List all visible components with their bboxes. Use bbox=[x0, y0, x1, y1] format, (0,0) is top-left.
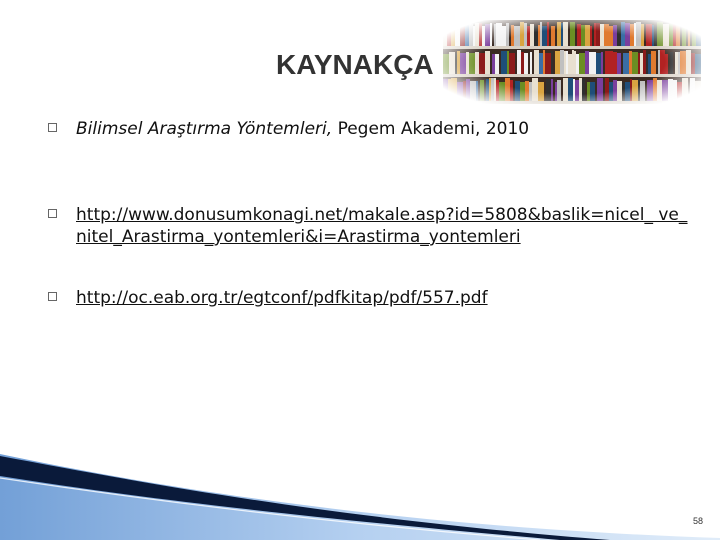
book-spine bbox=[594, 52, 596, 74]
book-spine bbox=[682, 23, 686, 46]
book-spine bbox=[466, 52, 469, 74]
reference-link[interactable]: http://oc.eab.org.tr/egtconf/pdfkitap/pdf/557.pdf bbox=[76, 288, 488, 308]
book-spine bbox=[485, 51, 490, 74]
book-spine bbox=[496, 80, 499, 101]
book-spine bbox=[579, 53, 585, 74]
book-spine bbox=[515, 81, 520, 101]
book-spine bbox=[638, 79, 640, 101]
book-spine bbox=[575, 80, 579, 101]
book-spine bbox=[609, 82, 613, 101]
book-spine bbox=[457, 82, 463, 101]
hollow-square-bullet-icon bbox=[48, 123, 57, 132]
book-spine bbox=[475, 52, 479, 74]
book-spine bbox=[568, 54, 572, 74]
book-spine bbox=[473, 26, 475, 46]
book-spine bbox=[613, 80, 617, 101]
book-spine bbox=[520, 82, 525, 101]
book-spine bbox=[643, 50, 646, 74]
decorative-wave-stripe bbox=[0, 420, 720, 540]
book-spine bbox=[590, 82, 595, 101]
book-spine bbox=[546, 79, 551, 101]
book-spine bbox=[576, 54, 579, 74]
book-spine bbox=[485, 24, 490, 46]
book-spine bbox=[695, 81, 701, 101]
book-spine bbox=[521, 52, 524, 74]
book-spine bbox=[673, 22, 676, 46]
book-spine bbox=[539, 53, 543, 74]
book-spine bbox=[555, 82, 557, 101]
book-spine bbox=[596, 23, 600, 46]
book-spine bbox=[646, 54, 648, 74]
book-spine bbox=[632, 80, 638, 101]
book-spine bbox=[675, 52, 678, 74]
book-spine bbox=[460, 53, 466, 74]
book-spine bbox=[570, 22, 575, 46]
book-spine bbox=[480, 80, 484, 101]
book-spine bbox=[601, 52, 603, 74]
book-spine bbox=[538, 25, 540, 46]
book-spine bbox=[465, 22, 467, 46]
book-spine bbox=[625, 23, 630, 46]
book-spine bbox=[443, 24, 447, 46]
book-spine bbox=[551, 51, 553, 74]
book-spine bbox=[455, 22, 460, 46]
book-spine bbox=[605, 51, 608, 74]
book-spine bbox=[660, 50, 665, 74]
book-spine bbox=[529, 82, 532, 101]
book-spine bbox=[467, 24, 469, 46]
book-spine bbox=[564, 51, 566, 74]
book-spine bbox=[572, 50, 574, 74]
book-spine bbox=[638, 53, 640, 74]
reference-link[interactable]: http://www.donusumkonagi.net/makale.asp?id=5808&baslik=nicel_ ve_nitel_Arastirma_yontemleri&i=Arastirma_yontemleri bbox=[76, 205, 688, 247]
book-spine bbox=[494, 78, 496, 101]
hollow-square-bullet-icon bbox=[48, 209, 57, 218]
book-spine bbox=[640, 53, 643, 74]
book-spine bbox=[448, 79, 451, 101]
book-spine bbox=[590, 26, 592, 46]
book-spine bbox=[501, 51, 507, 74]
book-spine bbox=[678, 52, 680, 74]
book-spine bbox=[658, 50, 660, 74]
book-spine bbox=[662, 80, 668, 101]
book-spine bbox=[507, 51, 509, 74]
book-spine bbox=[663, 24, 669, 46]
book-spine bbox=[511, 25, 514, 46]
book-spine bbox=[577, 24, 581, 46]
book-spine bbox=[530, 24, 534, 46]
book-spine bbox=[651, 51, 656, 74]
bookshelf-image bbox=[443, 20, 701, 104]
book-spine bbox=[525, 81, 529, 101]
book-spine bbox=[589, 52, 594, 74]
book-spine bbox=[510, 80, 513, 101]
book-spine bbox=[566, 51, 568, 74]
book-spine bbox=[629, 51, 632, 74]
book-spine bbox=[597, 78, 603, 101]
book-spine bbox=[447, 24, 451, 46]
book-spine bbox=[475, 23, 479, 46]
book-spine bbox=[534, 26, 538, 46]
book-spine bbox=[538, 82, 544, 101]
book-spine bbox=[621, 22, 625, 46]
book-spine bbox=[470, 81, 476, 101]
book-spine bbox=[509, 53, 515, 74]
book-spine bbox=[557, 22, 561, 46]
book-spine bbox=[648, 54, 651, 74]
book-spine bbox=[670, 52, 673, 74]
book-spine bbox=[486, 79, 489, 101]
book-spine bbox=[540, 22, 542, 46]
book-spine bbox=[492, 54, 495, 74]
book-spine bbox=[506, 23, 509, 46]
book-spine bbox=[524, 53, 528, 74]
book-spine bbox=[563, 78, 568, 101]
book-spine bbox=[502, 26, 506, 46]
book-spine bbox=[605, 78, 609, 101]
book-spine bbox=[625, 82, 630, 101]
book-spine bbox=[608, 51, 613, 74]
book-spine bbox=[469, 24, 473, 46]
book-spine bbox=[622, 82, 625, 101]
book-spine bbox=[632, 52, 638, 74]
book-spine bbox=[665, 54, 668, 74]
book-spine bbox=[560, 50, 564, 74]
book-spine bbox=[677, 82, 682, 101]
book-spine bbox=[623, 53, 629, 74]
book-spine bbox=[568, 78, 573, 101]
book-spine bbox=[476, 81, 478, 101]
book-spine bbox=[557, 80, 561, 101]
book-spine bbox=[443, 79, 448, 101]
book-spine bbox=[617, 26, 621, 46]
book-spine bbox=[479, 23, 482, 46]
book-spine bbox=[482, 26, 485, 46]
book-spine bbox=[668, 79, 673, 101]
book-spine bbox=[673, 80, 677, 101]
book-spine bbox=[676, 24, 680, 46]
book-spine bbox=[613, 25, 617, 46]
book-spine bbox=[514, 26, 520, 46]
book-spine bbox=[596, 53, 601, 74]
book-spine bbox=[517, 50, 521, 74]
book-spine bbox=[641, 24, 644, 46]
book-spine bbox=[680, 51, 686, 74]
book-title: Bilimsel Araştırma Yöntemleri, bbox=[76, 119, 333, 139]
book-spine bbox=[545, 53, 551, 74]
book-spine bbox=[551, 79, 553, 101]
book-spine bbox=[696, 24, 701, 46]
book-spine bbox=[547, 22, 549, 46]
book-spine bbox=[534, 50, 539, 74]
book-spine bbox=[630, 79, 632, 101]
book-spine bbox=[579, 78, 582, 101]
book-spine bbox=[479, 53, 485, 74]
book-spine bbox=[630, 24, 634, 46]
book-spine bbox=[640, 81, 645, 101]
book-spine bbox=[490, 23, 492, 46]
book-spine bbox=[585, 25, 590, 46]
book-spine bbox=[604, 24, 609, 46]
reference-text bbox=[76, 287, 688, 309]
book-spine bbox=[653, 78, 657, 101]
book-spine bbox=[563, 22, 568, 46]
book-spine bbox=[496, 23, 502, 46]
book-spine bbox=[495, 54, 499, 74]
book-spine bbox=[451, 78, 457, 101]
book-spine bbox=[634, 23, 636, 46]
reference-text bbox=[76, 118, 688, 140]
book-spine bbox=[543, 50, 545, 74]
book-spine bbox=[532, 78, 538, 101]
reference-text bbox=[76, 204, 688, 248]
book-spine bbox=[455, 53, 457, 74]
book-spine bbox=[636, 22, 641, 46]
book-spine bbox=[505, 78, 510, 101]
book-spine bbox=[688, 25, 690, 46]
hollow-square-bullet-icon bbox=[48, 292, 57, 301]
book-spine bbox=[581, 25, 585, 46]
book-spine bbox=[491, 78, 494, 101]
book-spine bbox=[669, 23, 673, 46]
book-spine bbox=[542, 26, 547, 46]
book-spine bbox=[587, 82, 590, 101]
book-spine bbox=[457, 51, 460, 74]
book-spine bbox=[460, 22, 465, 46]
book-spine bbox=[600, 24, 604, 46]
book-spine bbox=[613, 52, 617, 74]
book-spine bbox=[451, 24, 455, 46]
book-spine bbox=[657, 80, 662, 101]
book-spine bbox=[654, 26, 657, 46]
book-spine bbox=[657, 22, 663, 46]
book-spine bbox=[494, 24, 496, 46]
book-spine bbox=[652, 25, 654, 46]
book-spine bbox=[585, 51, 589, 74]
book-spine bbox=[692, 23, 696, 46]
book-spine bbox=[574, 51, 576, 74]
book-spine bbox=[609, 26, 613, 46]
book-spine bbox=[686, 50, 691, 74]
book-spine bbox=[524, 23, 527, 46]
book-spine bbox=[647, 80, 653, 101]
book-spine bbox=[449, 52, 455, 74]
page-number: 58 bbox=[692, 516, 703, 526]
book-spine bbox=[617, 81, 622, 101]
book-spine bbox=[466, 79, 470, 101]
book-spine bbox=[594, 23, 596, 46]
book-spine bbox=[463, 81, 466, 101]
book-spine bbox=[617, 53, 621, 74]
book-spine bbox=[555, 51, 560, 74]
book-spine bbox=[520, 22, 524, 46]
book-spine bbox=[682, 78, 688, 101]
book-spine bbox=[469, 53, 475, 74]
book-spine bbox=[690, 78, 695, 101]
book-spine bbox=[551, 26, 555, 46]
book-spine bbox=[499, 82, 505, 101]
slide-title: KAYNAKÇA bbox=[276, 49, 434, 80]
book-spine bbox=[573, 79, 575, 101]
book-spine bbox=[527, 26, 530, 46]
book-spine bbox=[691, 53, 695, 74]
book-spine bbox=[582, 79, 585, 101]
book-spine bbox=[530, 52, 532, 74]
book-spine bbox=[646, 24, 652, 46]
book-spine bbox=[443, 54, 449, 74]
publisher-info: Pegem Akademi, 2010 bbox=[332, 119, 530, 139]
book-spine bbox=[561, 23, 563, 46]
book-spine bbox=[695, 54, 701, 74]
book-spine bbox=[489, 78, 491, 101]
